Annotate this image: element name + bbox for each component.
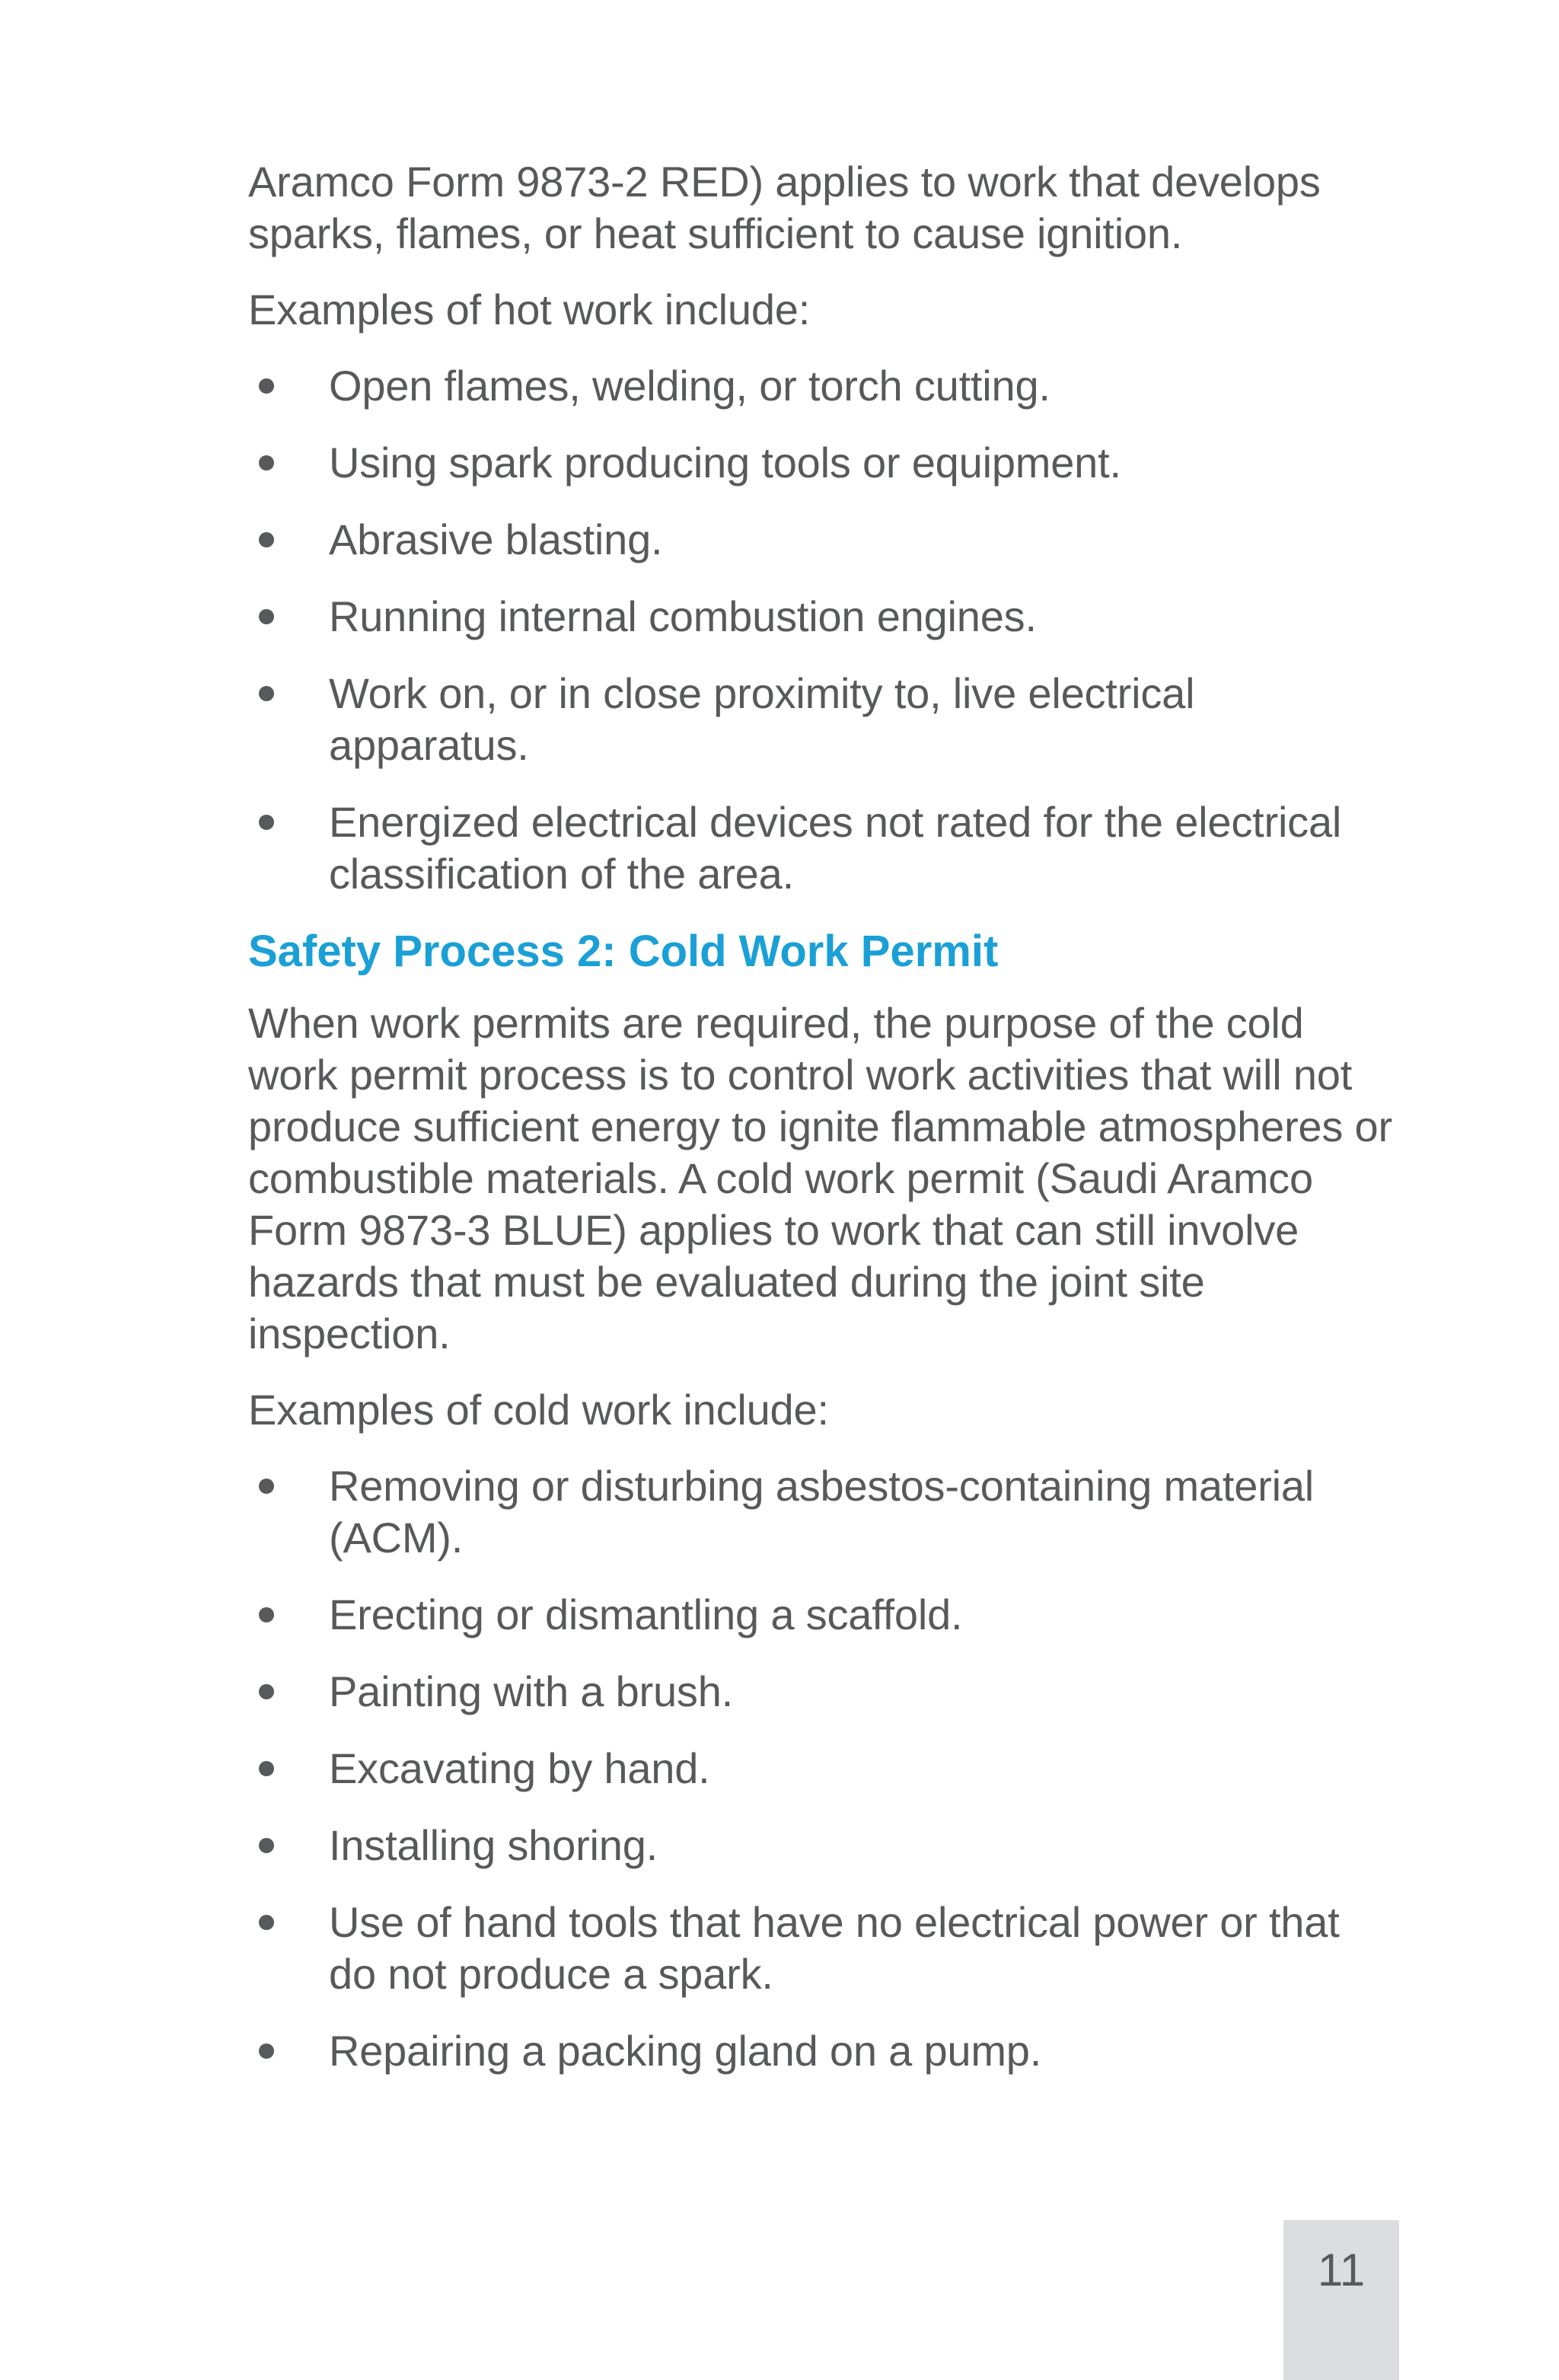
list-item-text: Energized electrical devices not rated for the electrical classification of the area.	[329, 798, 1342, 898]
intro-paragraph: Aramco Form 9873-2 RED) applies to work that develops sparks, flames, or heat sufficient to cause ignition.	[248, 158, 1321, 257]
list-item-text: Erecting or dismantling a scaffold.	[329, 1590, 963, 1638]
list-item	[248, 514, 1398, 566]
bullet-icon	[259, 1761, 274, 1776]
list-item-text: Use of hand tools that have no electrical power or that do not produce a spark.	[329, 1898, 1340, 1998]
list-item	[248, 796, 1398, 900]
bullet-icon	[259, 609, 274, 624]
section-heading: Safety Process 2: Cold Work Permit	[248, 927, 999, 976]
list-item	[248, 1589, 1398, 1641]
bullet-icon	[259, 1838, 274, 1853]
bullet-icon	[259, 686, 274, 701]
list-item	[248, 1666, 1398, 1718]
list-item-text: Work on, or in close proximity to, live electrical apparatus.	[329, 669, 1195, 769]
bullet-icon	[259, 1915, 274, 1930]
list-item	[248, 1897, 1398, 2000]
list-item	[248, 1820, 1398, 1871]
bullet-icon	[259, 2043, 274, 2059]
bullet-icon	[259, 1479, 274, 1494]
list-item-text: Using spark producing tools or equipment.	[329, 439, 1121, 487]
page-content	[248, 156, 1398, 2101]
hot-work-intro: Examples of hot work include:	[248, 286, 811, 333]
list-item-text: Installing shoring.	[329, 1821, 658, 1869]
list-item	[248, 668, 1398, 771]
hot-work-list	[248, 360, 1398, 900]
cold-work-paragraph: When work permits are required, the purpose of the cold work permit process is to control work activities that will not produce sufficient energy to ignite flammable atmospheres or combustible materials. A cold work permit (Saudi Aramco Form 9873-3 BLUE) applies to work that can still involve hazards that must be evaluated during the joint site inspection.	[248, 999, 1392, 1357]
list-item-text: Excavating by hand.	[329, 1744, 710, 1792]
list-item-text: Painting with a brush.	[329, 1667, 734, 1715]
list-item	[248, 2025, 1398, 2077]
cold-work-list	[248, 1460, 1398, 2077]
bullet-icon	[259, 815, 274, 830]
cold-work-intro: Examples of cold work include:	[248, 1386, 829, 1434]
bullet-icon	[259, 1607, 274, 1622]
list-item-text: Running internal combustion engines.	[329, 592, 1037, 640]
list-item	[248, 591, 1398, 643]
list-item-text: Open flames, welding, or torch cutting.	[329, 362, 1050, 410]
list-item	[248, 360, 1398, 412]
page-number: 11	[1317, 2244, 1366, 2295]
list-item	[248, 437, 1398, 489]
bullet-icon	[259, 532, 274, 547]
page-number-box	[1283, 2220, 1399, 2380]
bullet-icon	[259, 1684, 274, 1699]
list-item	[248, 1460, 1398, 1564]
list-item-text: Repairing a packing gland on a pump.	[329, 2027, 1042, 2075]
bullet-icon	[259, 455, 274, 471]
list-item	[248, 1743, 1398, 1795]
list-item-text: Removing or disturbing asbestos-containing material (ACM).	[329, 1462, 1315, 1562]
list-item-text: Abrasive blasting.	[329, 515, 663, 563]
bullet-icon	[259, 378, 274, 394]
